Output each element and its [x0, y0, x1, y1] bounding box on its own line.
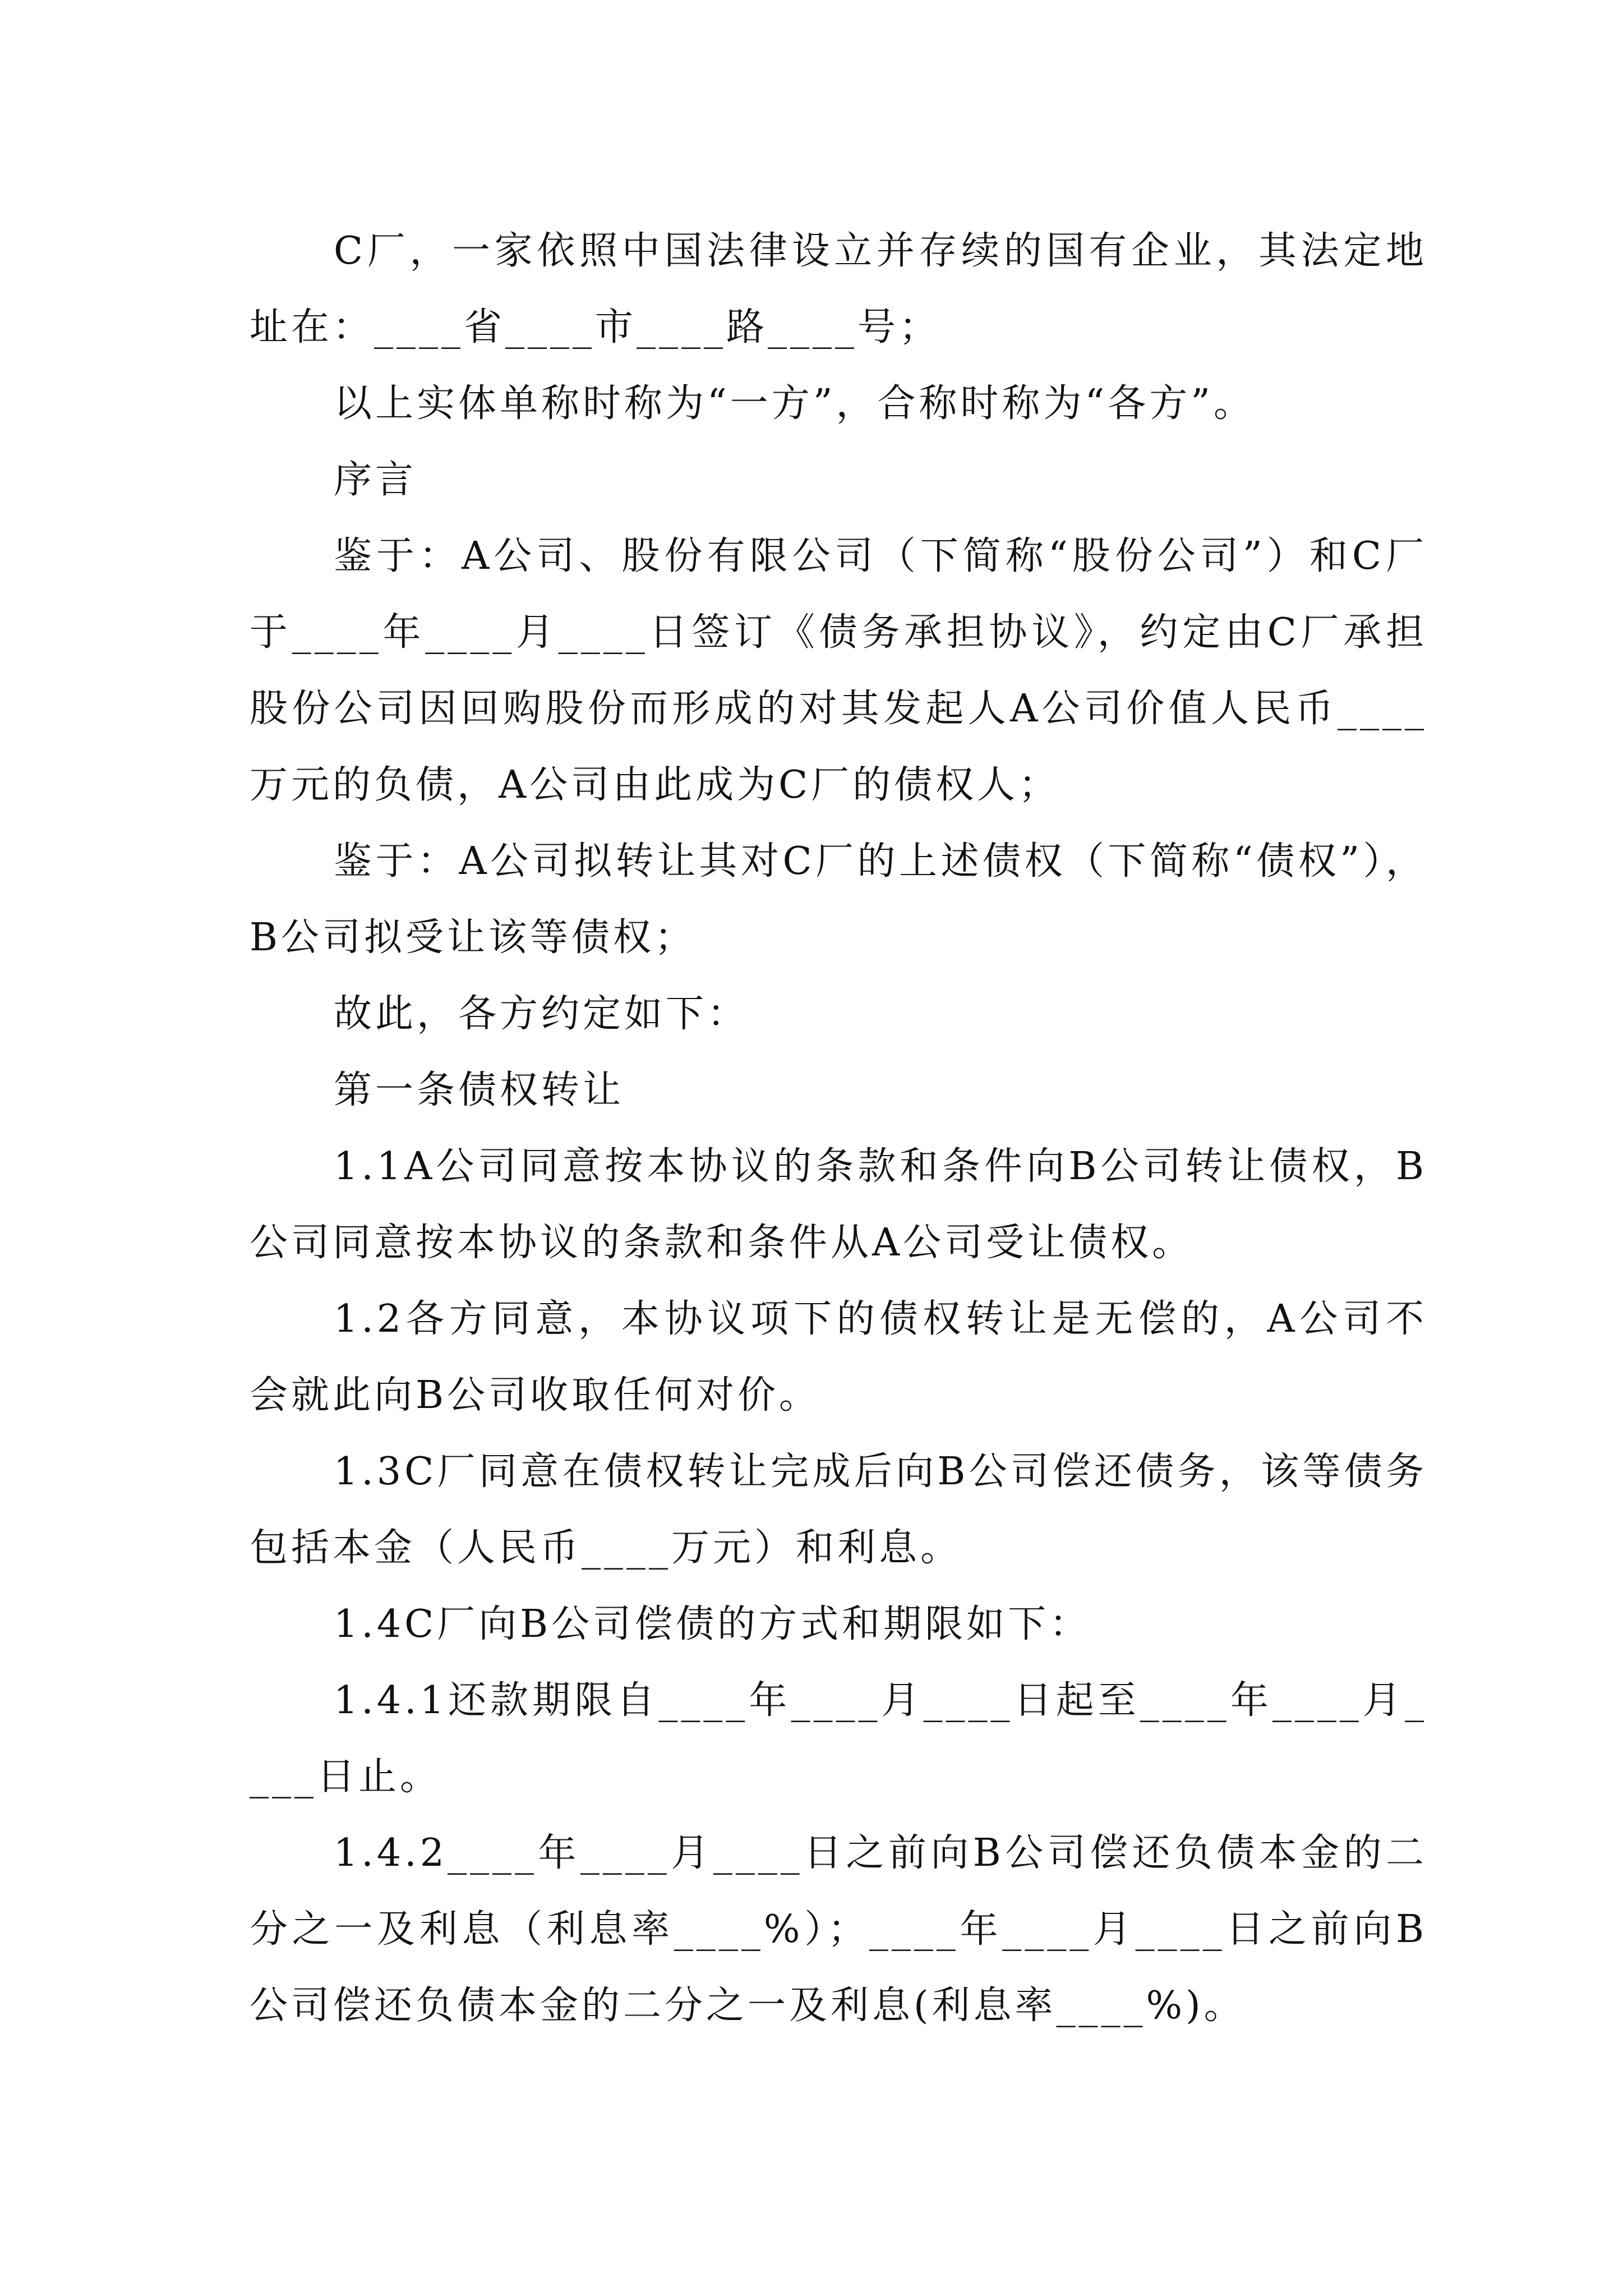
heading-preface: 序言 [334, 458, 417, 502]
paragraph-c-factory-address: C厂，一家依照中国法律设立并存续的国有企业，其法定地址在：____省____市____路____号； [250, 229, 1427, 349]
paragraph-whereas-transfer: 鉴于：A公司拟转让其对C厂的上述债权（下简称“债权”），B公司拟受让该等债权； [250, 839, 1427, 960]
clause-1-3: 1.3C厂同意在债权转让完成后向B公司偿还债务，该等债务包括本金（人民币____万元）和利息。 [250, 1450, 1427, 1570]
paragraph-agreement-intro: 故此，各方约定如下： [334, 992, 749, 1036]
clause-1-4-2: 1.4.2____年____月____日之前向B公司偿还负债本金的二分之一及利息（利息率____%）；____年____月____日之前向B公司偿还负债本金的二分之一及利息(利息率____%)。 [250, 1831, 1427, 2028]
clause-1-4: 1.4C厂向B公司偿债的方式和期限如下： [334, 1602, 1091, 1646]
paragraph-party-definition: 以上实体单称时称为“一方”，合称时称为“各方”。 [334, 381, 1256, 426]
clause-1-2: 1.2各方同意，本协议项下的债权转让是无偿的，A公司不会就此向B公司收取任何对价。 [250, 1297, 1427, 1418]
clause-1-1: 1.1A公司同意按本协议的条款和条件向B公司转让债权，B公司同意按本协议的条款和条件从A公司受让债权。 [250, 1144, 1427, 1265]
paragraph-whereas-debt-assumption: 鉴于：A公司、股份有限公司（下简称“股份公司”）和C厂于____年____月____日签订《债务承担协议》，约定由C厂承担股份公司因回购股份而形成的对其发起人A公司价值人民币____万元的负债，A公司由此成为C厂的债权人； [250, 534, 1427, 807]
heading-article-1: 第一条债权转让 [334, 1068, 625, 1112]
clause-1-4-1: 1.4.1还款期限自____年____月____日起至____年____月____日止。 [250, 1678, 1427, 1799]
document-body [250, 213, 1427, 2044]
